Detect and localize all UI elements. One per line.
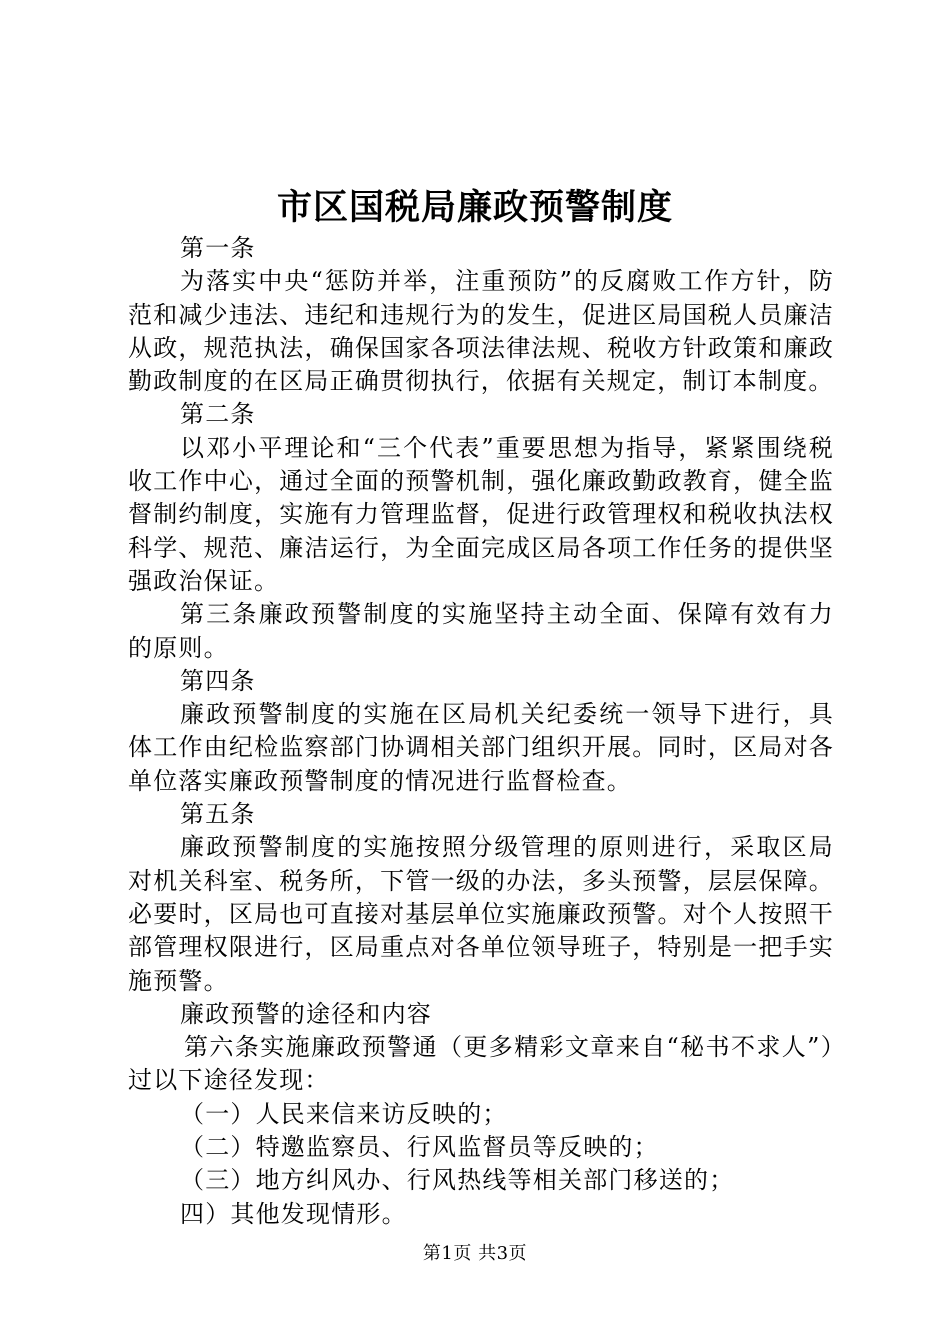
article-2-text: 以邓小平理论和“三个代表”重要思想为指导，紧紧围绕税收工作中心，通过全面的预警机制，强化廉政勤政教育，健全监督制约制度，实施有力管理监督，促进行政管理权和税收执法权科学、规范、廉洁运行，为全面完成区局各项工作任务的提供坚强政治保证。 [128, 433, 834, 595]
article-3-text: 第三条廉政预警制度的实施坚持主动全面、保障有效有力的原则。 [128, 600, 834, 662]
article-1-text: 为落实中央“惩防并举，注重预防”的反腐败工作方针，防范和减少违法、违纪和违规行为的发生，促进区局国税人员廉洁从政，规范执法，确保国家各项法律法规、税收方针政策和廉政勤政制度的在区局正确贯彻执行，依据有关规定，制订本制度。 [128, 267, 834, 396]
list-item-4: 四）其他发现情形。 [180, 1199, 407, 1228]
page-footer: 第1页 共3页 [422, 1243, 528, 1264]
list-item-2: （二）特邀监察员、行风监督员等反映的； [180, 1133, 659, 1162]
article-6-text: 第六条实施廉政预警通（更多精彩文章来自“秘书不求人”）过以下途径发现： [128, 1033, 834, 1095]
article-4-text: 廉政预警制度的实施在区局机关纪委统一领导下进行，具体工作由纪检监察部门协调相关部门组织开展。同时，区局对各单位落实廉政预警制度的情况进行监督检查。 [128, 700, 834, 795]
article-5-heading: 第五条 [180, 800, 256, 829]
list-item-3: （三）地方纠风办、行风热线等相关部门移送的； [180, 1166, 735, 1195]
article-1-heading: 第一条 [180, 234, 256, 262]
article-2-heading: 第二条 [180, 400, 256, 429]
article-5-text: 廉政预警制度的实施按照分级管理的原则进行，采取区局对机关科室、税务所，下管一级的办法，多头预警，层层保障。必要时，区局也可直接对基层单位实施廉政预警。对个人按照干部管理权限进行，区局重点对各单位领导班子，特别是一把手实施预警。 [128, 833, 834, 995]
article-4-heading: 第四条 [180, 666, 256, 695]
list-item-1: （一）人民来信来访反映的； [180, 1099, 508, 1128]
section-heading: 廉政预警的途径和内容 [180, 999, 432, 1028]
document-title: 市区国税局廉政预警制度 [276, 187, 673, 228]
document-body [128, 232, 834, 1231]
